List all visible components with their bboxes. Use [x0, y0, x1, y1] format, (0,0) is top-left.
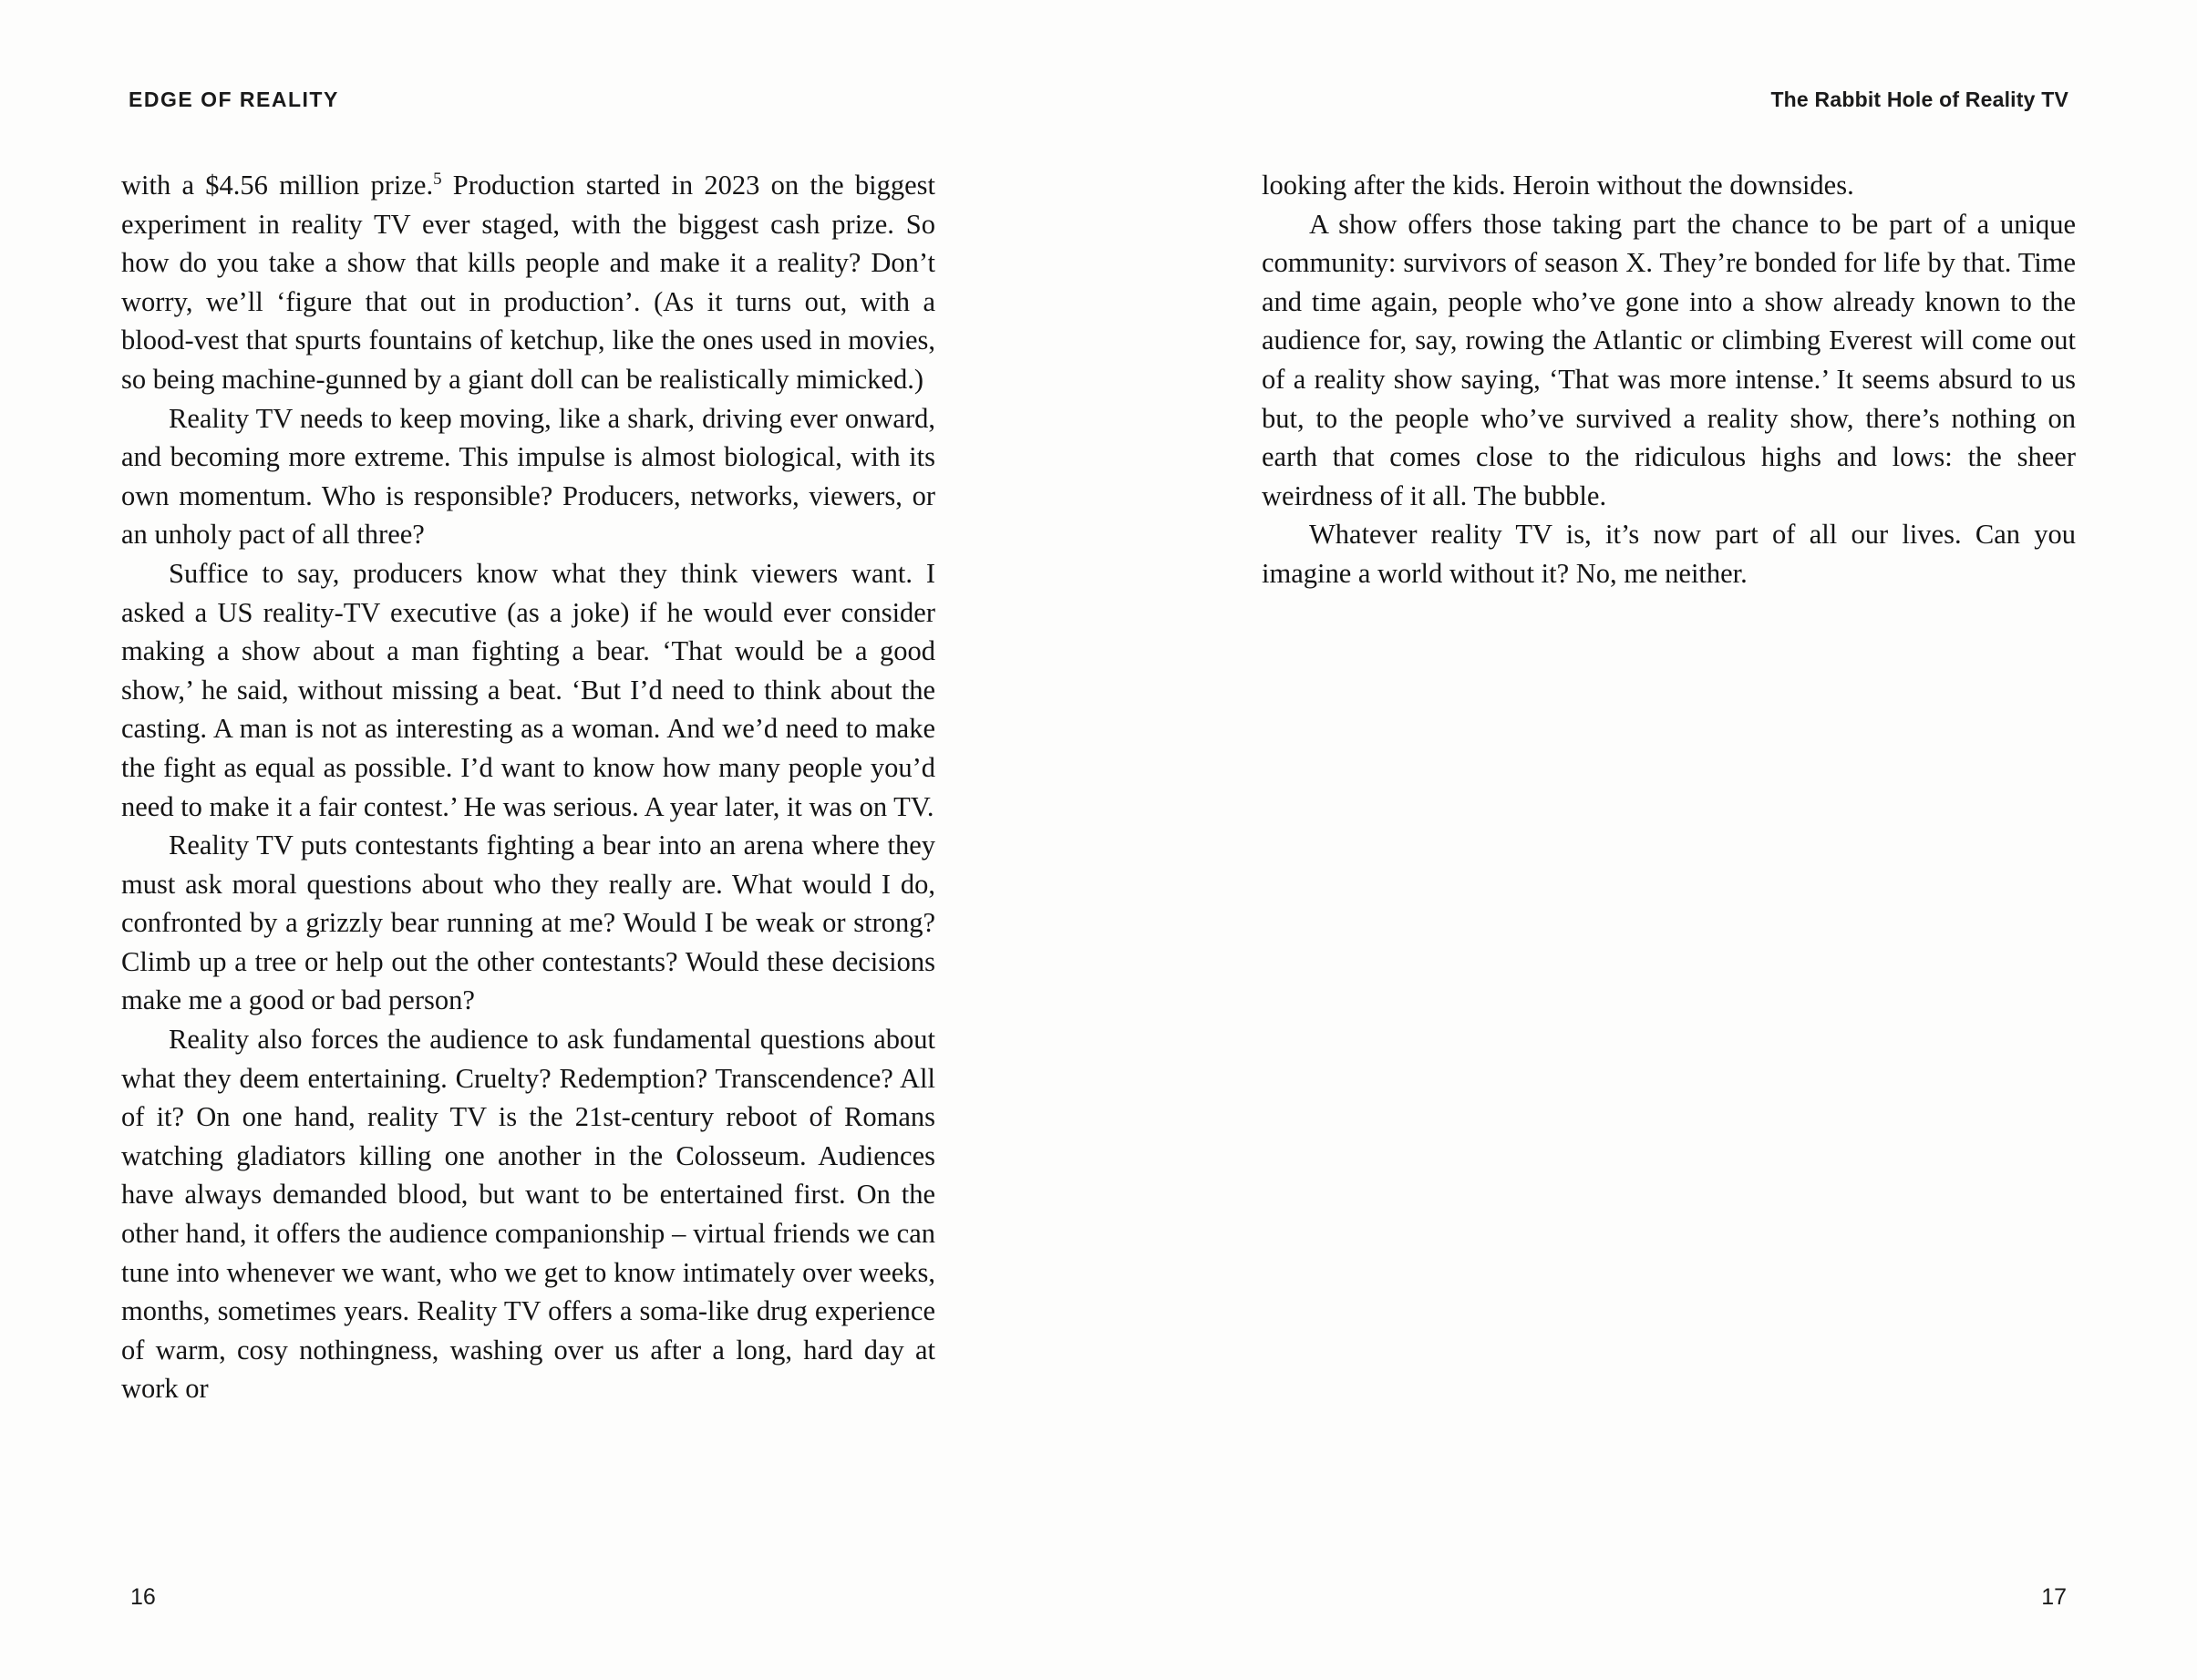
page-right	[1098, 0, 2197, 1680]
paragraph-text-after-footnote: Production started in 2023 on the biggest experiment in reality TV ever staged, with the biggest cash prize. So how do you take a show that kills people and make it a reality? Don’t worry, we’ll ‘figure that out in production’. (As it turns out, with a blood-vest that spurts fountains of ketchup, like the ones used in movies, so being machine-gunned by a giant doll can be realistically mimicked.)	[121, 170, 935, 395]
page-left	[0, 0, 1098, 1680]
paragraph: Suffice to say, producers know what they think viewers want. I asked a US reality-TV executive (as a joke) if he would ever consider making a show about a man fighting a bear. ‘That would be a good show,’ he said, without missing a beat. ‘But I’d need to think about the casting. A man is not as interesting as a woman. And we’d need to make the fight as equal as possible. I’d want to know how many people you’d need to make it a fair contest.’ He was serious. A year later, it was on TV.	[121, 557, 935, 822]
page-number-right: 17	[2041, 1584, 2067, 1610]
running-head-right: The Rabbit Hole of Reality TV	[1770, 88, 2068, 111]
running-head-left: EDGE OF REALITY	[129, 88, 339, 111]
paragraph: A show offers those taking part the chance to be part of a unique community: survivors of season X. They’re bonded for life by that. Time and time again, people who’ve gone into a show already known to the audience for, say, rowing the Atlantic or climbing Everest will come out of a reality show saying, ‘That was more intense.’ It seems absurd to us but, to the people who’ve survived a reality show, there’s nothing on earth that comes close to the ridiculous highs and lows: the sheer weirdness of it all. The bubble.	[1262, 208, 2076, 511]
body-text-left	[121, 166, 935, 1408]
paragraph	[121, 166, 935, 399]
paragraph-text-before-footnote: with a $4.56 million prize.	[121, 170, 434, 201]
paragraph: Reality TV needs to keep moving, like a shark, driving ever onward, and becoming more extreme. This impulse is almost biological, with its own momentum. Who is responsible? Producers, networks, viewers, or an unholy pact of all three?	[121, 402, 935, 551]
footnote-marker[interactable]: 5	[433, 169, 442, 189]
page-number-left: 16	[130, 1584, 156, 1610]
paragraph: Reality TV puts contestants fighting a bear into an arena where they must ask moral questions about who they really are. What would I do, confronted by a grizzly bear running at me? Would I be weak or strong? Climb up a tree or help out the other contestants? Would these decisions make me a good or bad person?	[121, 830, 935, 1016]
paragraph: Whatever reality TV is, it’s now part of all our lives. Can you imagine a world without it? No, me neither.	[1262, 519, 2076, 589]
paragraph: looking after the kids. Heroin without the downsides.	[1262, 170, 1854, 201]
paragraph: Reality also forces the audience to ask fundamental questions about what they deem entertaining. Cruelty? Redemption? Transcendence? All of it? On one hand, reality TV is the 21st-century reboot of Romans watching gladiators killing one another in the Colosseum. Audiences have always demanded blood, but want to be entertained first. On the other hand, it offers the audience companionship – virtual friends we can tune into whenever we want, who we get to know intimately over weeks, months, sometimes years. Reality TV offers a soma-like drug experience of warm, cosy nothingness, washing over us after a long, hard day at work or	[121, 1024, 935, 1405]
body-text-right	[1262, 166, 2076, 593]
